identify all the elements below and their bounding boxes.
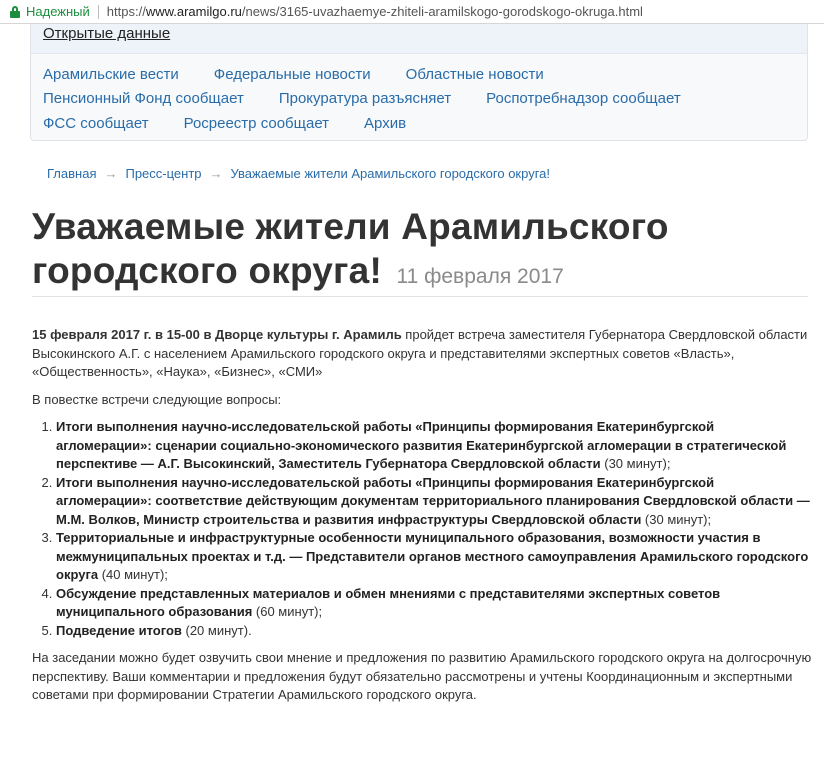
lock-icon [10,6,20,18]
url-scheme: https:// [106,4,146,19]
article-date: 11 февраля 2017 [396,265,564,288]
nav-link-rospotrebnadzor[interactable]: Роспотребнадзор сообщает [486,90,681,108]
agenda-item-title: Обсуждение представленных материалов и обмен мнениями с представителями экспертных советов муниципального образования [56,585,721,619]
breadcrumb-arrow-icon: → [209,166,223,181]
nav-link-aramil-news[interactable]: Арамильские вести [43,65,179,83]
nav-link-federal-news[interactable]: Федеральные новости [213,65,371,83]
closing-paragraph: На заседании можно будет озвучить свои мнение и предложения по развитию Арамильского городского округа на долгосрочную перспективу. Ваши комментарии и предложения будут обязательно рассмотрены и учтены Координационным и экспертными советами при формировании Стратегии Арамильского городского округа. [32,650,812,702]
agenda-item-title: Итоги выполнения научно-исследовательской работы «Принципы формирования Екатеринбургской агломерации»: сценарии социально-экономического развития Екатеринбургской агломерации в стратегической перспективе — А.Г. Высокинский, Заместитель Губернатора Свердловской области [56,419,787,471]
agenda-item-title: Подведение итогов [56,622,182,638]
breadcrumb-current[interactable]: Уважаемые жители Арамильского городского округа! [230,166,550,181]
nav-row [43,111,807,136]
nav-link-archive[interactable]: Архив [364,114,407,132]
url-path: /news/3165-uvazhaemye-zhiteli-aramilskogo-gorodskogo-okruga.html [241,4,643,19]
nav-link-regional-news[interactable]: Областные новости [405,65,544,83]
address-bar[interactable] [0,0,824,24]
url-host: www.aramilgo.ru [145,4,242,19]
agenda-item [56,585,812,622]
nav-links [31,54,807,136]
intro-paragraph [32,326,812,382]
article-body [32,326,812,705]
nav-link-fss[interactable]: ФСС сообщает [43,114,149,132]
nav-row [43,62,807,87]
open-data-link[interactable]: Открытые данные [43,25,171,42]
title-divider [32,296,808,297]
nav-row [43,87,807,112]
breadcrumb-arrow-icon: → [104,166,118,181]
title-line-1: Уважаемые жители Арамильского [32,206,669,247]
nav-link-rosreestr[interactable]: Росреестр сообщает [183,114,330,132]
agenda-item [56,418,812,474]
agenda-lead: В повестке встречи следующие вопросы: [32,391,282,407]
intro-bold: 15 февраля 2017 г. в 15-00 в Дворце культуры г. Арамиль [32,327,402,342]
agenda-item-duration: (20 минут). [181,622,252,638]
agenda-item-title: Итоги выполнения научно-исследовательской работы «Принципы формирования Екатеринбургской агломерации»: соответствие действующим документам территориального планирования Свердловской области — М.М. Волков, Министр строительства и развития инфраструктуры Свердловской области [56,474,810,527]
agenda-item-duration: (60 минут); [252,604,323,619]
agenda-item [56,622,812,641]
agenda-item [56,529,812,585]
nav-top-bar [31,24,807,54]
agenda-item-title: Территориальные и инфраструктурные особенности муниципального образования, возможности участия в межмуниципальных проектах и т.д. — Представители органов местного самоуправления Арамильского городского округа [56,530,809,582]
nav-link-prosecutor[interactable]: Прокуратура разъясняет [278,90,452,108]
url-text[interactable] [107,4,643,19]
breadcrumb-home[interactable]: Главная [47,166,97,181]
secure-label: Надежный [26,4,90,19]
breadcrumb [47,166,550,181]
intro-rest: пройдет встреча заместителя Губернатора Свердловской области Высокинского А.Г. с населением Арамильского городского округа и представителями экспертных советов «Власть», «Общественность», «Наука», «Бизнес», «СМИ» [32,327,808,379]
agenda-item-duration: (40 минут); [98,567,168,582]
page-title [32,205,792,299]
breadcrumb-press-center[interactable]: Пресс-центр [125,166,202,181]
nav-link-pension-fund[interactable]: Пенсионный Фонд сообщает [43,90,244,108]
agenda-item [56,474,812,530]
agenda-item-duration: (30 минут); [641,511,712,527]
title-line-2: городского округа! [32,250,382,291]
agenda-list [32,418,812,640]
address-separator [98,5,99,19]
site-navigation [30,24,808,141]
agenda-item-duration: (30 минут); [600,456,671,471]
